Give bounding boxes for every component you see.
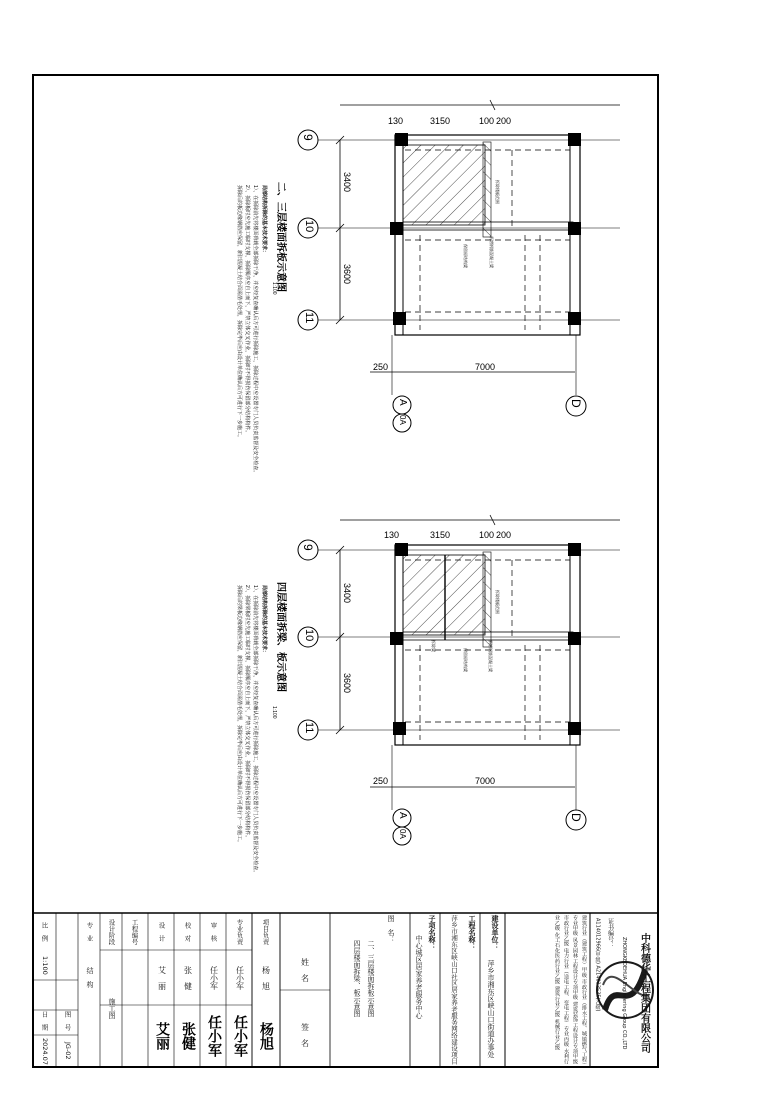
section3-dim-200: 200	[496, 116, 512, 126]
role-5: 设 计	[157, 921, 166, 942]
section3-note-title: 局部结构拆除的基本技术要求：	[261, 185, 267, 256]
hatch-area-upper	[403, 145, 485, 225]
role-1-sign: 杨旭	[258, 1022, 274, 1050]
subproject-value: 中心城区居家养老服务中心	[415, 935, 423, 1019]
cert-no: A114012966(甲级) A214013535(乙级)	[594, 918, 601, 1012]
scale-value: 1:100	[41, 955, 49, 975]
role-4: 校 对	[183, 921, 192, 942]
section4-label-4: 保留原结构梁	[463, 648, 468, 672]
phase-value: 施工图	[108, 998, 116, 1019]
section4-dim-3150: 3150	[430, 530, 451, 540]
section3-axis-D: D	[569, 399, 583, 408]
role-4-sign: 张健	[180, 1022, 196, 1050]
section4-dim-130: 130	[384, 530, 400, 540]
section4-axis-A: A	[397, 812, 408, 819]
sheet-no-value: JG-02	[64, 1042, 72, 1060]
role-2-sign: 任小军	[232, 1015, 248, 1057]
role-5-name: 艾 丽	[157, 965, 167, 990]
company-name-en: ZHONGKEDEHUA Engineering Group CO.,LTD	[621, 936, 627, 1050]
section3-title: 二、三层楼面拆板示意图	[275, 182, 286, 292]
section4-dim-100: 100	[479, 530, 495, 540]
hatch-area-lower	[403, 555, 485, 635]
section3-axis-9: 9	[301, 134, 315, 141]
drawing-value-2: 四层楼面拆梁、板示意图	[353, 940, 361, 1017]
section4-dim-250: 250	[373, 776, 389, 786]
role-3: 审 核	[209, 921, 218, 942]
section4-axis-D: D	[569, 813, 583, 822]
discipline-label: 专 业	[85, 921, 94, 942]
col-sign-header: 签 名	[300, 1023, 310, 1047]
role-2-name: 任小军	[235, 965, 245, 990]
section3-label-3: 保留原结构梁	[463, 244, 468, 268]
section3-axis-11: 11	[303, 312, 315, 324]
section3-label-2: 新增钢筋混凝土梁	[489, 236, 494, 268]
section3-axis-10: 10	[303, 220, 315, 233]
section3-note2: 2）、拆除板时应先施工临时支撑，拆除顺序应自上而下，严禁立体交叉作业，拆除时不得损伤保留部分结构构件。	[244, 185, 250, 436]
section4-label-1: 拆除楼板范围	[495, 590, 500, 614]
section3-dim-100: 100	[479, 116, 495, 126]
project-no-label: 工程编号	[130, 918, 139, 945]
section4-note-title: 局部结构拆除的基本技术要求：	[261, 585, 267, 656]
cert-title: 证书编号：	[606, 918, 614, 948]
project-value: 萍乡市湘东区峡山口社区居家养老服务网络建设项目	[450, 915, 458, 1065]
section4-dim-200: 200	[496, 530, 512, 540]
company-name-cn: 中科德华工程集团有限公司	[638, 933, 650, 1053]
qualifications: 建筑行业（建筑工程）甲级 市政行业（排水工程、城镇燃气工程）专业甲级 风景园林工程设计专项甲级 建筑装饰工程设计专项甲级 市政行业乙级 电力行业（送电工程、变电工程）专业丙级 水利行业乙级 化工石化医药行业乙级 建筑行业乙级 机械行业乙级	[554, 915, 587, 1065]
section3-label-1: 拆除楼板范围	[495, 180, 500, 204]
section4-scale: 1:100	[271, 706, 277, 719]
drawing-value-1: 二、三层楼面拆板示意图	[367, 940, 375, 1017]
section3-dim-3400: 3400	[342, 172, 352, 193]
section4-note1: 1）、在拆除前先将楼面荷载全部拆除干净，并应经复查确认后方可进行拆除施工，拆除过程中应设置专门人员负责监督及安全检查。	[252, 585, 258, 876]
scale-label: 比 例	[40, 921, 49, 942]
role-1-name: 杨 旭	[261, 965, 271, 990]
sheet-no-label: 图 号	[63, 1011, 72, 1031]
section4-dim-7000: 7000	[475, 776, 496, 786]
client-value: 萍乡市湘东区峡山口街道办事处	[487, 960, 495, 1058]
role-5-sign: 艾丽	[154, 1022, 170, 1050]
client-label: 建设单位：	[491, 915, 499, 950]
section4-note2: 2）、拆除梁板时应先施工临时支撑，拆除顺序应自上而下，严禁立体交叉作业，拆除时不得损伤保留部分结构构件。	[244, 585, 250, 841]
section3-axis-0A: 0A	[398, 415, 407, 425]
role-4-name: 张 健	[183, 965, 193, 990]
section4-label-3: 新增钢筋混凝土梁	[488, 640, 493, 672]
drawing-label: 图 名：	[387, 915, 395, 943]
section3-dim-3150: 3150	[430, 116, 451, 126]
discipline-value: 结 构	[86, 967, 94, 988]
section4-label-2: 拆除梁	[431, 640, 436, 652]
section3-note1: 1）、在拆除前先将楼面荷载全部拆除干净，并应经复查确认后方可进行拆除施工，拆除过程中应设置专门人员负责监督及安全检查。	[252, 185, 258, 476]
section3-scale: 1:100	[271, 282, 277, 295]
subproject-label: 子项名称：	[428, 915, 436, 950]
section3-axis-A: A	[397, 399, 408, 406]
section4-dim-3600: 3600	[342, 673, 352, 694]
section4-note3: 拆除后的梁板边缘钢筋应保留，新旧混凝土结合面需凿毛处理，拆除完毕后应由设计单位确认后方可进行下一步施工。	[236, 585, 242, 846]
role-3-sign: 任小军	[206, 1015, 222, 1057]
section3-note3: 拆除后的板边缘钢筋应保留，新旧混凝土结合面需凿毛处理，拆除完毕后应由设计单位确认后方可进行下一步施工。	[236, 185, 242, 441]
date-label: 日 期	[40, 1011, 49, 1031]
section4-dim-3400: 3400	[342, 583, 352, 604]
section3-dim-250: 250	[373, 362, 389, 372]
section4-axis-11: 11	[303, 722, 315, 734]
section4-axis-0A: 0A	[398, 829, 407, 839]
section3-dim-3600: 3600	[342, 264, 352, 285]
role-3-name: 任小军	[209, 965, 219, 990]
col-name-header: 姓 名	[300, 958, 310, 982]
section4-title: 四层楼面拆梁、板示意图	[275, 582, 286, 692]
section3-dim-130: 130	[388, 116, 404, 126]
date-value: 2024.07	[41, 1037, 49, 1065]
project-label: 工程名称：	[468, 915, 476, 950]
role-2: 专业负责	[235, 918, 244, 945]
phase-label: 设计阶段	[107, 918, 116, 945]
section3-dim-7000: 7000	[475, 362, 496, 372]
section4-axis-10: 10	[303, 629, 315, 642]
role-1: 项目负责	[261, 918, 270, 945]
section4-axis-9: 9	[301, 544, 315, 551]
